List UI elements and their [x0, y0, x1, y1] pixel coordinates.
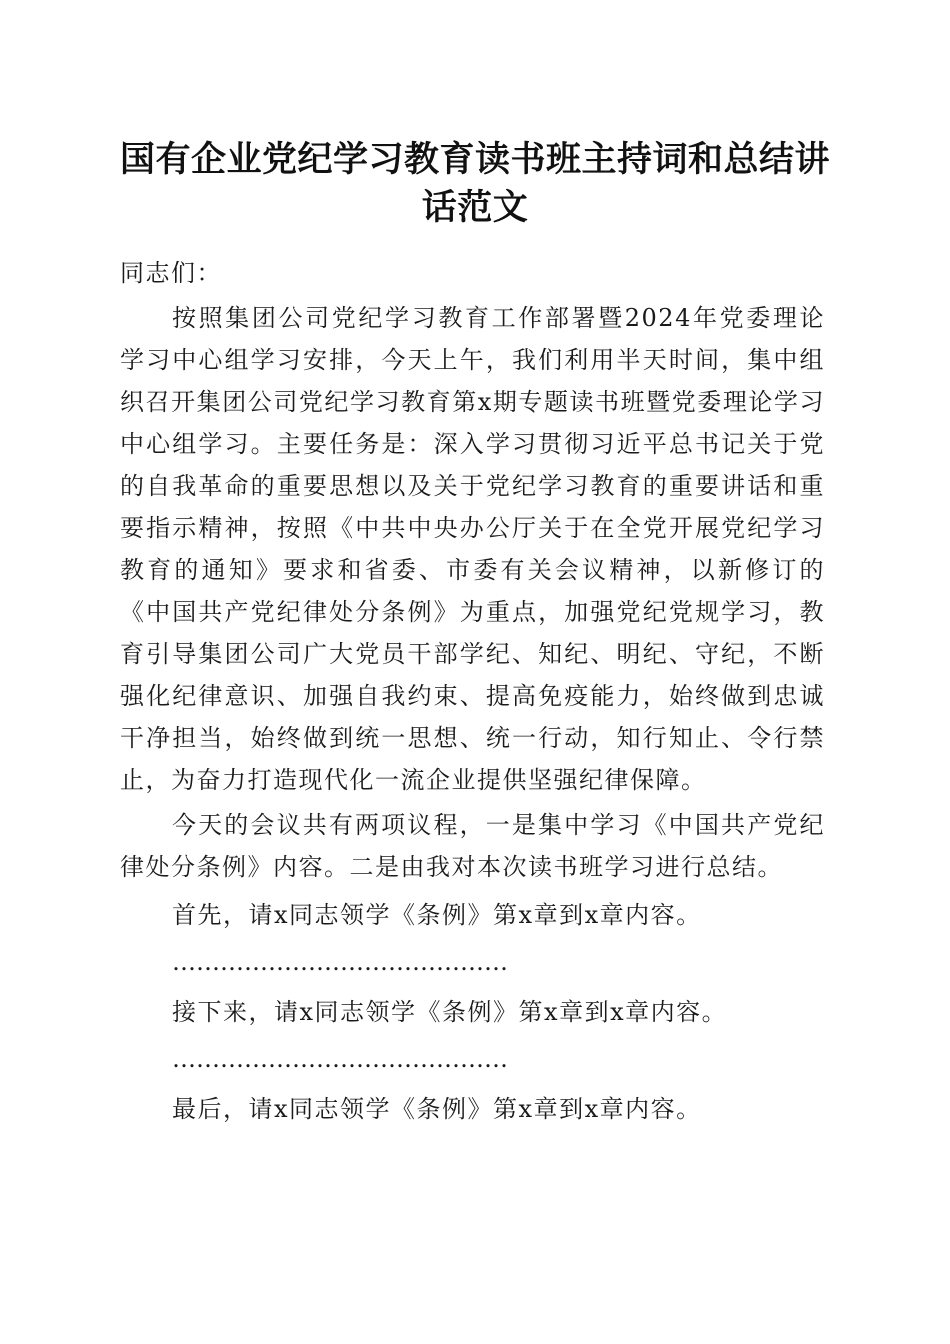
paragraph-agenda: 今天的会议共有两项议程，一是集中学习《中国共产党纪律处分条例》内容。二是由我对本次读书班学习进行总结。 — [120, 811, 825, 881]
line-last-speaker: 最后，请x同志领学《条例》第x章到x章内容。 — [172, 1095, 702, 1123]
ellipsis-separator: …………………………………… — [172, 1045, 508, 1073]
line-next-speaker: 接下来，请x同志领学《条例》第x章到x章内容。 — [172, 998, 728, 1026]
document-body — [120, 252, 825, 1133]
document-title: 国有企业党纪学习教育读书班主持词和总结讲话范文 — [119, 139, 830, 228]
line-first-speaker: 首先，请x同志领学《条例》第x章到x章内容。 — [172, 901, 702, 929]
ellipsis-separator: …………………………………… — [172, 948, 508, 976]
paragraph-opening: 按照集团公司党纪学习教育工作部署暨2024年党委理论学习中心组学习安排，今天上午，我们利用半天时间，集中组织召开集团公司党纪学习教育第x期专题读书班暨党委理论学习中心组学习。主要任务是：深入学习贯彻习近平总书记关于党的自我革命的重要思想以及关于党纪学习教育的重要讲话和重要指示精神，按照《中共中央办公厅关于在全党开展党纪学习教育的通知》要求和省委、市委有关会议精神，以新修订的《中国共产党纪律处分条例》为重点，加强党纪党规学习，教育引导集团公司广大党员干部学纪、知纪、明纪、守纪，不断强化纪律意识、加强自我约束、提高免疫能力，始终做到忠诚干净担当，始终做到统一思想、统一行动，知行知止、令行禁止，为奋力打造现代化一流企业提供坚强纪律保障。 — [120, 304, 825, 794]
salutation: 同志们： — [120, 259, 222, 287]
